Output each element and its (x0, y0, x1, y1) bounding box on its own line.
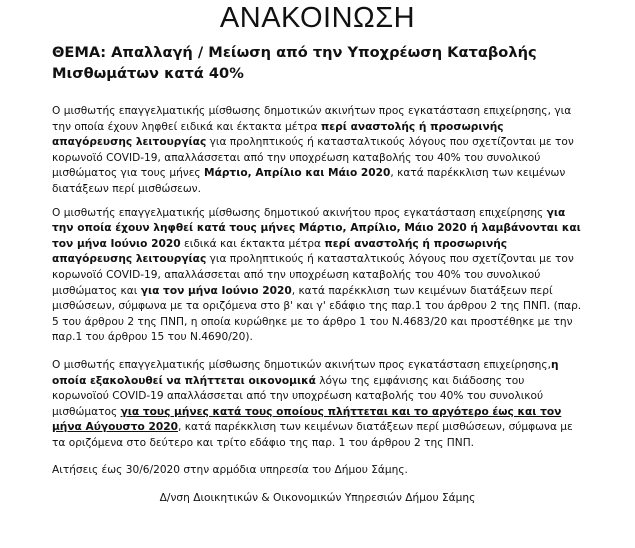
paragraph-1-bold-a: περί αναστολής ή προσωρινής απαγόρευσης λειτουργίας (52, 120, 504, 149)
paragraph-3-bold-a: η οποία εξακολουθεί να πλήττεται οικονομικά (52, 358, 559, 387)
paragraph-1-text-a: Ο μισθωτής επαγγελματικής μίσθωσης δημοτικών ακινήτων προς εγκατάσταση επιχείρησης, για την οποία έχουν ληφθεί ειδικά και έκτακτα μέτρα (52, 105, 572, 133)
paragraph-1-text-b: για προληπτικούς ή κατασταλτικούς λόγους που σχετίζονται με τον κορωνοϊό COVID-19, απαλλάσσεται από την υποχρέωση καταβολής του 40% του συνολικού μισθώματος για τους μήνες (52, 136, 574, 180)
document-title: ΑΝΑΚΟΙΝΩΣΗ (219, 2, 416, 34)
paragraph-2-text-a: Ο μισθωτής επαγγελματικής μίσθωσης δημοτικού ακινήτου προς εγκατάσταση επιχείρησης (52, 206, 547, 219)
paragraph-2-bold-a: για την οποία έχουν ληφθεί κατά τους μήνες Μάρτιο, Απρίλιο, Μάιο 2020 ή λαμβάνονται και τον μήνα Ιούνιο 2020 (52, 206, 581, 250)
paragraph-2-text-b: ειδικά και έκτακτα μέτρα (180, 237, 325, 250)
paragraph-4: Αιτήσεις έως 30/6/2020 στην αρμόδια υπηρεσία του Δήμου Σάμης. (52, 464, 408, 477)
paragraph-2-bold-c: για τον μήνα Ιούνιο 2020 (140, 284, 292, 297)
paragraph-2-bold-b: περί αναστολής ή προσωρινής απαγόρευσης λειτουργίας (52, 237, 508, 266)
subject-line-2: Μισθωμάτων κατά 40% (52, 65, 244, 82)
subject-heading (52, 42, 583, 84)
paragraph-2 (52, 206, 583, 346)
paragraph-3 (52, 358, 583, 452)
paragraph-2-text-d: , κατά παρέκκλιση των κειμένων διατάξεων περί μισθώσεων, σύμφωνα με τα οριζόμενα στο β' και γ' εδάφιο της παρ.1 του άρθρου 2 της ΠΝΠ. (παρ. 5 του άρθρου 2 της ΠΝΠ, η οποία κυρώθηκε με το άρθρο 1 του Ν.4683/20 και προστέθηκε με την παρ.1 του άρθρου 15 του Ν.4690/20). (52, 284, 582, 344)
paragraph-3-text-c: , κατά παρέκκλιση των κειμένων διατάξεων περί μισθώσεων, σύμφωνα με τα οριζόμενα στο δεύτερο και τρίτο εδάφιο της παρ. 1 του άρθρου 2 της ΠΝΠ. (52, 421, 573, 449)
issuing-department: Δ/νση Διοικητικών & Οικονομικών Υπηρεσιών Δήμου Σάμης (159, 492, 476, 505)
paragraph-3-text-b: λόγω της εμφάνισης και διάδοσης του κορωνοϊού COVID-19 απαλλάσσεται από την υποχρέωση καταβολής του 40% του συνολικού μισθώματος (52, 374, 544, 418)
paragraph-1 (52, 104, 583, 198)
paragraph-3-bold-underlined: για τους μήνες κατά τους οποίους πλήττεται και το αργότερο έως και τον μήνα Αύγουστο 2020 (52, 405, 562, 434)
subject-line-1: ΘΕΜΑ: Απαλλαγή / Μείωση από την Υποχρέωση Καταβολής (52, 44, 537, 61)
paragraph-1-bold-b: Μάρτιο, Απρίλιο και Μάιο 2020 (204, 167, 391, 180)
paragraph-1-text-c: , κατά παρέκκλιση των κειμένων διατάξεων περί μισθώσεων. (52, 167, 566, 195)
paragraph-2-text-c: για προληπτικούς ή κατασταλτικούς λόγους που σχετίζονται με τον κορωνοϊό COVID-19, απαλλάσσεται από την υποχρέωση καταβολής του 40% του συνολικού μισθώματος και (52, 253, 574, 297)
paragraph-3-text-a: Ο μισθωτής επαγγελματικής μίσθωσης δημοτικών ακινήτων προς εγκατάσταση επιχείρησης, (52, 358, 551, 371)
